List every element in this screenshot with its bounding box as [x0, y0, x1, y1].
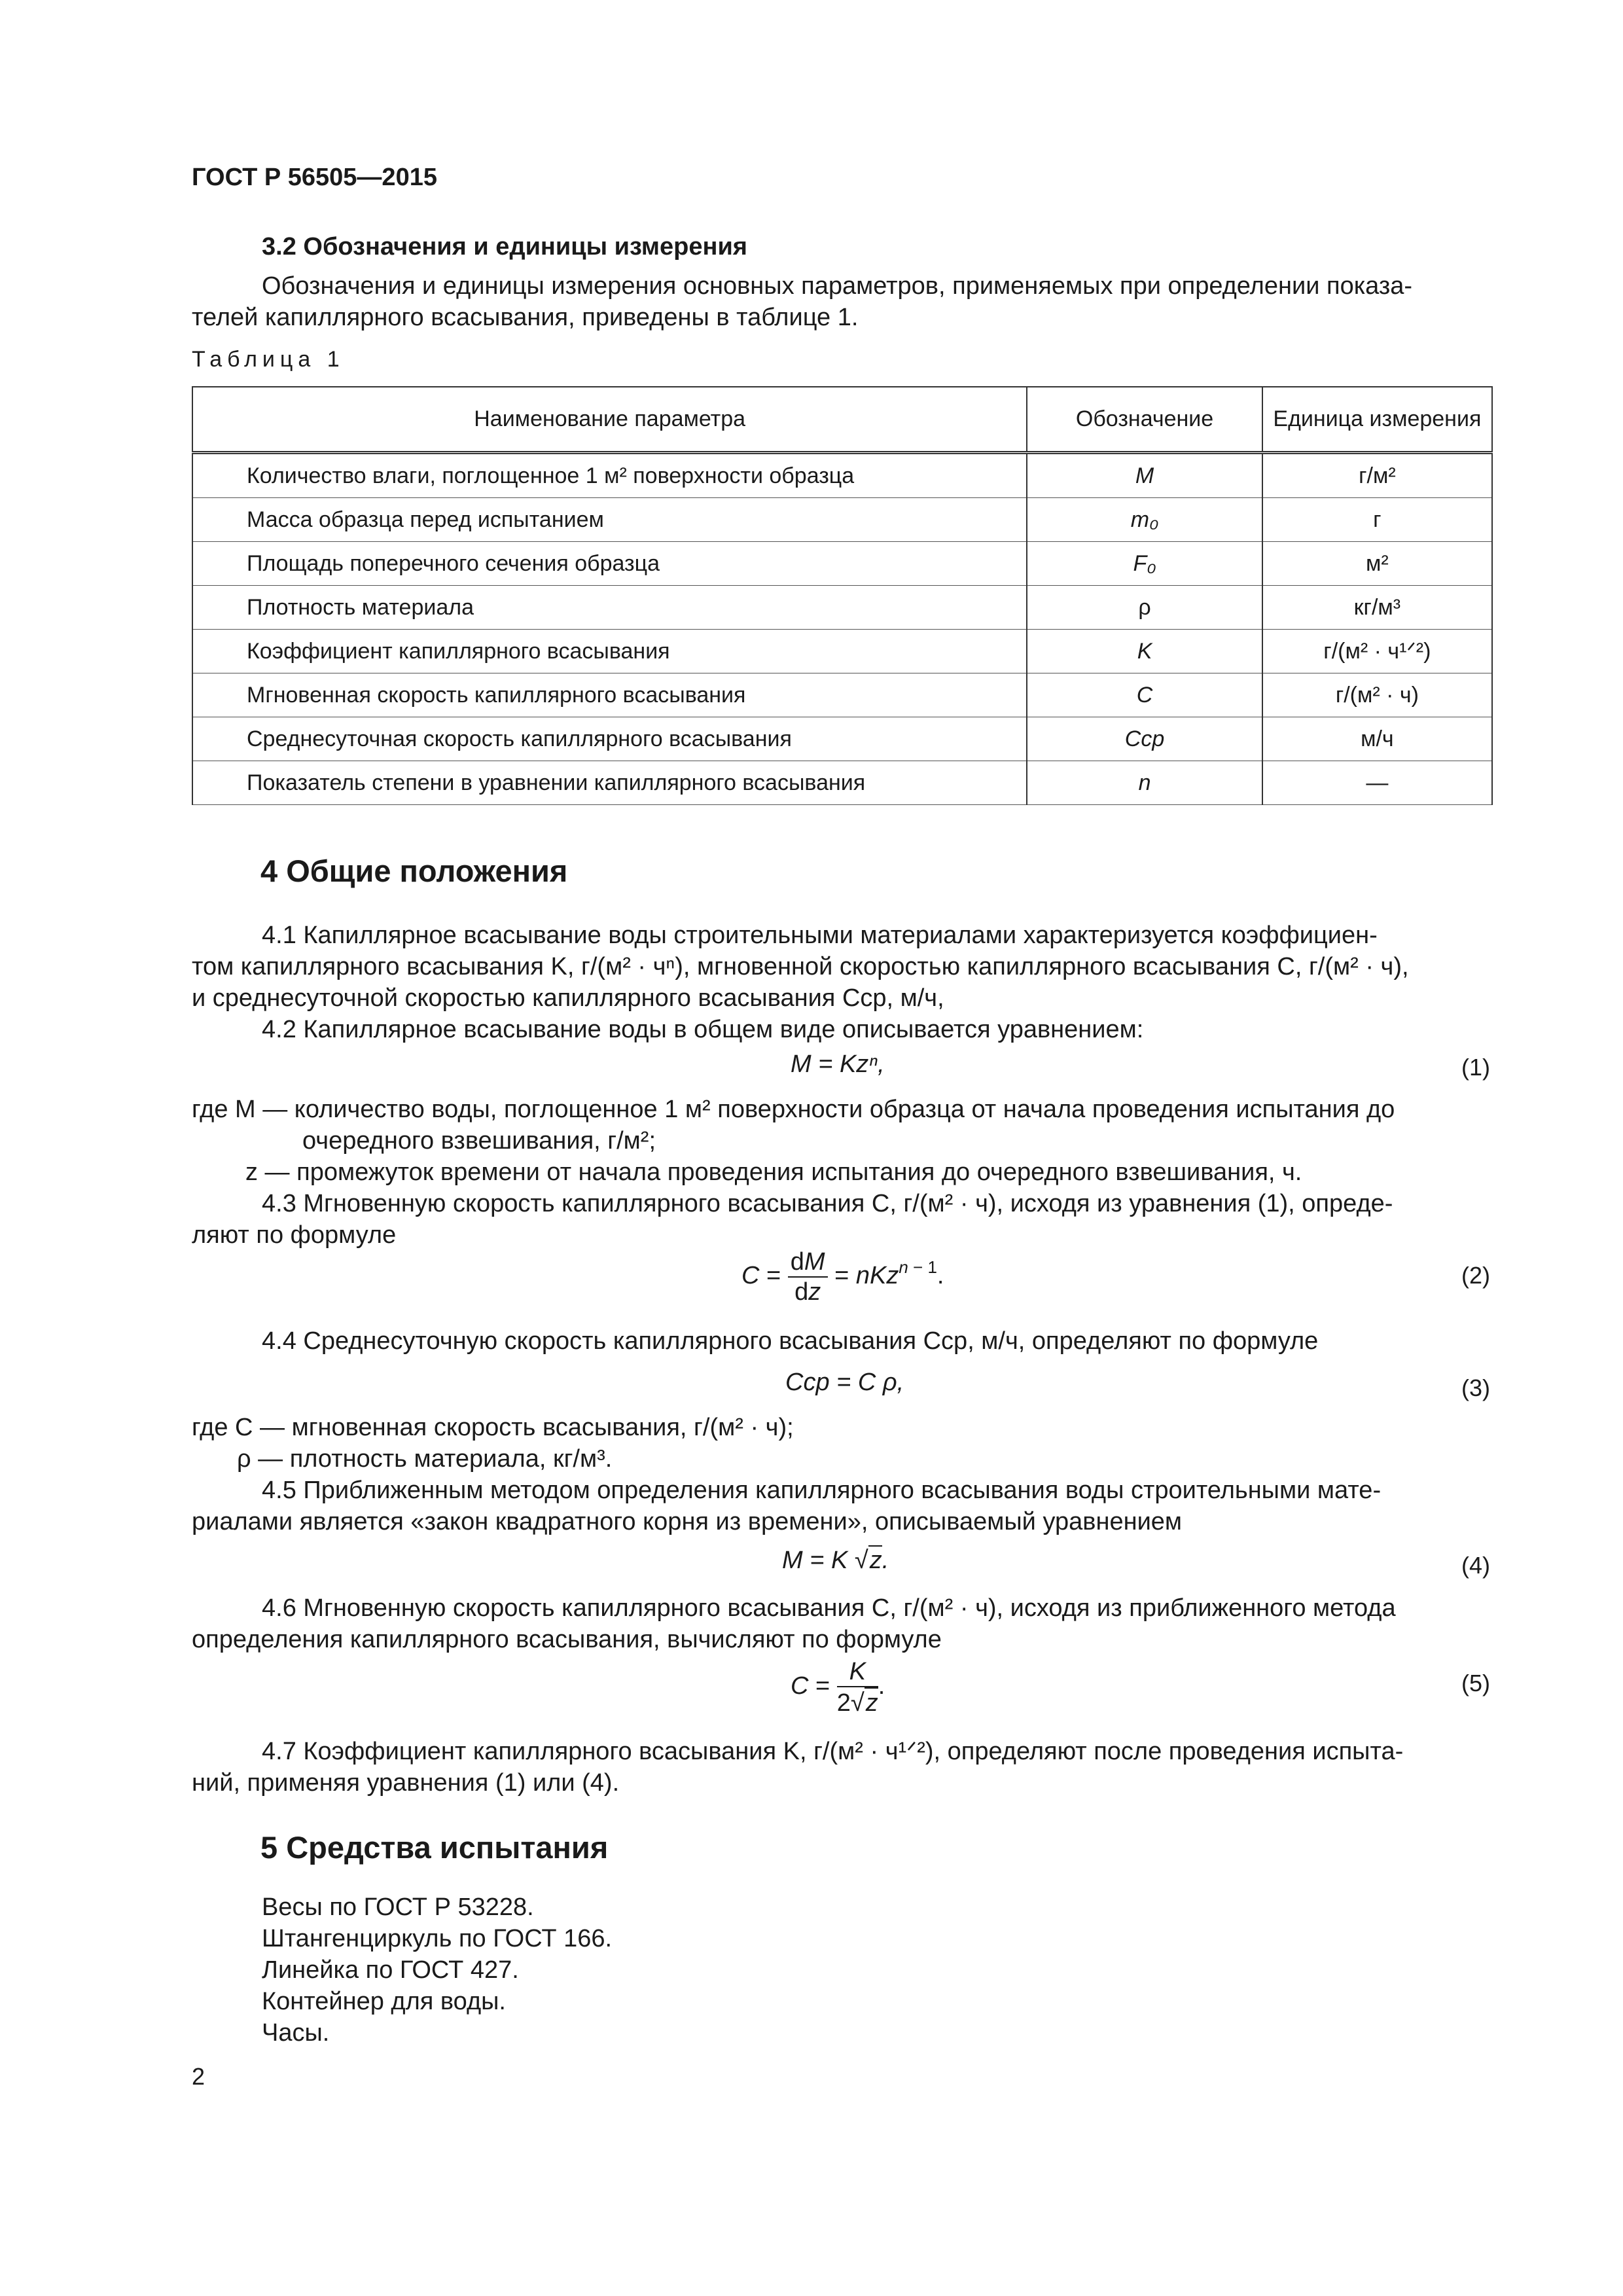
cell-name: Коэффициент капиллярного всасывания	[192, 630, 1027, 673]
page-number: 2	[192, 2063, 205, 2090]
paragraph-4-6-line1: 4.6 Мгновенную скорость капиллярного всасывания C, г/(м² · ч), исходя из приближенного метода	[262, 1594, 1396, 1622]
fraction-K-2sqrtz: $\frac{K}{2√z}$	[836, 1658, 878, 1717]
where-3-line1: где C — мгновенная скорость всасывания, г/(м² · ч);	[192, 1414, 794, 1441]
equation-5-number: (5)	[1461, 1670, 1490, 1696]
column-header-unit: Единица измерения	[1262, 387, 1492, 453]
cell-symbol: ρ	[1027, 586, 1262, 630]
section-title-5: 5 Средства испытания	[260, 1830, 609, 1865]
cell-symbol: K	[1027, 630, 1262, 673]
paragraph-4-1-line3: и среднесуточной скоростью капиллярного всасывания Cср, м/ч,	[192, 984, 944, 1012]
cell-name: Площадь поперечного сечения образца	[192, 542, 1027, 586]
paragraph-4-7-line2: ний, применяя уравнения (1) или (4).	[192, 1769, 620, 1797]
table-row	[192, 717, 1492, 761]
where-1-line1: где M — количество воды, поглощенное 1 м² поверхности образца от начала проведения испытания до	[192, 1096, 1395, 1123]
cell-symbol: F₀	[1027, 542, 1262, 586]
table-header-row	[192, 387, 1492, 453]
equation-2-number: (2)	[1461, 1262, 1490, 1289]
equation-5: C = $\frac{K}{2√z}$ .	[791, 1658, 885, 1717]
table-row	[192, 761, 1492, 805]
cell-unit: кг/м³	[1262, 586, 1492, 630]
cell-unit: м/ч	[1262, 717, 1492, 761]
paragraph-4-7-line1: 4.7 Коэффициент капиллярного всасывания K, г/(м² · ч¹ᐟ²), определяют после проведения испыта-	[262, 1738, 1404, 1765]
table-row	[192, 630, 1492, 673]
cell-name: Показатель степени в уравнении капиллярного всасывания	[192, 761, 1027, 805]
equation-3: Cср = C ρ,	[785, 1369, 904, 1396]
paragraph-4-3-line2: ляют по формуле	[192, 1221, 397, 1249]
equation-4-number: (4)	[1461, 1552, 1490, 1579]
cell-symbol: C	[1027, 673, 1262, 717]
equation-1-number: (1)	[1461, 1054, 1490, 1081]
cell-symbol: Cср	[1027, 717, 1262, 761]
list-item: Часы.	[262, 2019, 330, 2047]
paragraph-4-3-line1: 4.3 Мгновенную скорость капиллярного всасывания C, г/(м² · ч), исходя из уравнения (1), опреде-	[262, 1190, 1393, 1217]
cell-name: Масса образца перед испытанием	[192, 498, 1027, 542]
cell-name: Среднесуточная скорость капиллярного всасывания	[192, 717, 1027, 761]
equipment-list	[262, 1892, 612, 2049]
list-item: Линейка по ГОСТ 427.	[262, 1956, 519, 1984]
document-header: ГОСТ Р 56505—2015	[192, 164, 437, 191]
paragraph-3-2-line1: Обозначения и единицы измерения основных параметров, применяемых при определении показа-	[262, 272, 1413, 300]
cell-unit: —	[1262, 761, 1492, 805]
where-1-line2: очередного взвешивания, г/м²;	[302, 1127, 656, 1155]
list-item: Штангенциркуль по ГОСТ 166.	[262, 1925, 613, 1952]
paragraph-4-5-line2: риалами является «закон квадратного корня из времени», описываемый уравнением	[192, 1508, 1183, 1535]
paragraph-4-1-line2: том капиллярного всасывания K, г/(м² · чⁿ), мгновенной скоростью капиллярного всасывания C, г/(м² · ч),	[192, 953, 1409, 980]
cell-unit: г/(м² · ч¹ᐟ²)	[1262, 630, 1492, 673]
cell-unit: г	[1262, 498, 1492, 542]
cell-name: Плотность материала	[192, 586, 1027, 630]
paragraph-4-1-line1: 4.1 Капиллярное всасывание воды строительными материалами характеризуется коэффициен-	[262, 922, 1378, 949]
equation-2: C = $\frac{dM}{dz}$ = nKz$^{n - 1}$.	[741, 1248, 944, 1306]
cell-unit: м²	[1262, 542, 1492, 586]
table-row	[192, 542, 1492, 586]
cell-symbol: M	[1027, 453, 1262, 498]
table-row	[192, 586, 1492, 630]
parameters-table	[192, 386, 1493, 805]
section-title-4: 4 Общие положения	[260, 853, 568, 888]
cell-symbol: n	[1027, 761, 1262, 805]
list-item: Весы по ГОСТ Р 53228.	[262, 1893, 534, 1921]
cell-unit: г/(м² · ч)	[1262, 673, 1492, 717]
column-header-name: Наименование параметра	[192, 387, 1027, 453]
equation-1: M = Kzⁿ,	[791, 1050, 885, 1078]
where-1-line3: z — промежуток времени от начала проведения испытания до очередного взвешивания, ч.	[245, 1158, 1302, 1186]
list-item: Контейнер для воды.	[262, 1988, 506, 2015]
table-row	[192, 498, 1492, 542]
table-row	[192, 673, 1492, 717]
paragraph-4-6-line2: определения капиллярного всасывания, вычисляют по формуле	[192, 1626, 942, 1653]
table-caption: Таблица 1	[192, 347, 345, 372]
cell-unit: г/м²	[1262, 453, 1492, 498]
equation-3-number: (3)	[1461, 1374, 1490, 1401]
paragraph-3-2-line2: телей капиллярного всасывания, приведены в таблице 1.	[192, 304, 859, 331]
where-3-line2: ρ — плотность материала, кг/м³.	[237, 1445, 613, 1473]
paragraph-4-4: 4.4 Среднесуточную скорость капиллярного всасывания Cср, м/ч, определяют по формуле	[262, 1327, 1319, 1355]
subsection-title-3-2: 3.2 Обозначения и единицы измерения	[262, 233, 747, 260]
column-header-symbol: Обозначение	[1027, 387, 1262, 453]
equation-4: M = K √z.	[782, 1547, 889, 1574]
cell-symbol: m₀	[1027, 498, 1262, 542]
paragraph-4-5-line1: 4.5 Приближенным методом определения капиллярного всасывания воды строительными мате-	[262, 1477, 1382, 1504]
cell-name: Мгновенная скорость капиллярного всасывания	[192, 673, 1027, 717]
paragraph-4-2: 4.2 Капиллярное всасывание воды в общем виде описывается уравнением:	[262, 1016, 1144, 1043]
cell-name: Количество влаги, поглощенное 1 м² поверхности образца	[192, 453, 1027, 498]
fraction-dM-dz: $\frac{dM}{dz}$	[788, 1247, 828, 1306]
table-row	[192, 453, 1492, 498]
